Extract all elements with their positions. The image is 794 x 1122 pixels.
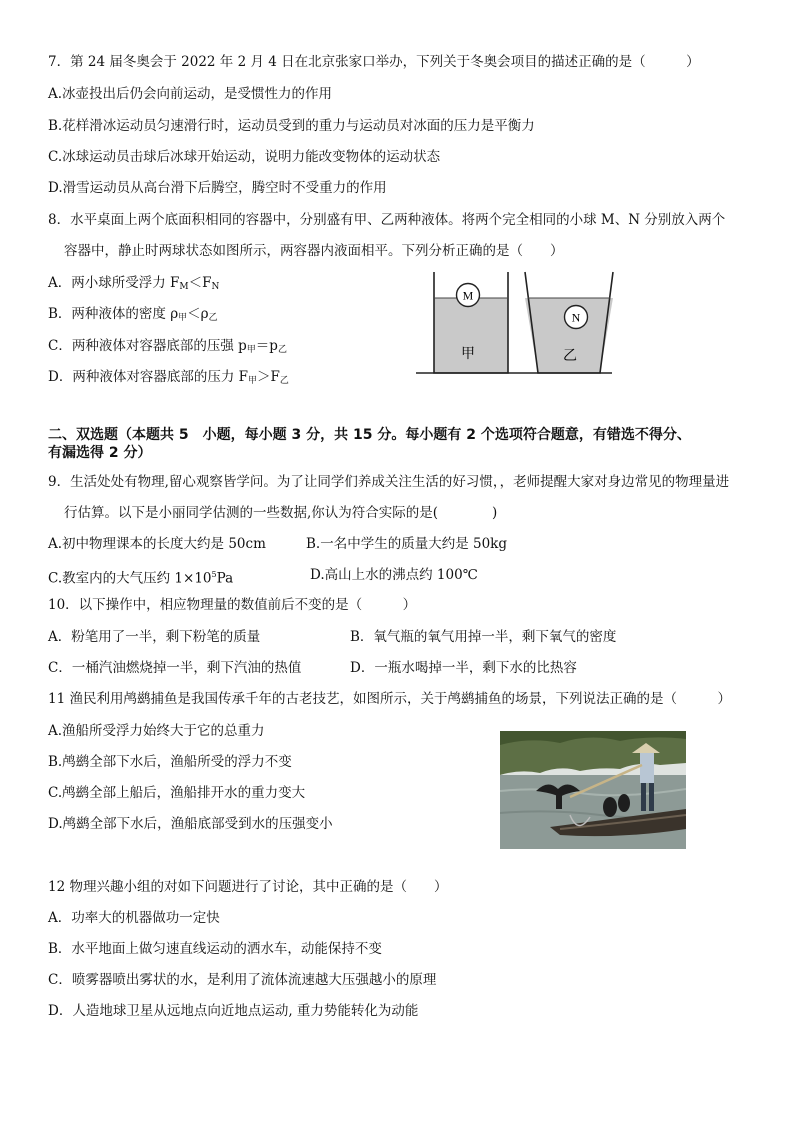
q8-option-d: D．两种液体对容器底部的压力 $F_甲>F_乙$	[48, 369, 289, 386]
q12-option-c: C．喷雾器喷出雾状的水，是利用了流体流速越大压强越小的原理	[48, 972, 437, 988]
q9-option-d: D.高山上水的沸点约 100℃	[310, 567, 478, 583]
q7-option-a: A.冰壶投出后仍会向前运动，是受惯性力的作用	[48, 86, 333, 102]
cormorant-fishing-photo	[500, 731, 686, 849]
q8-stem-line2: 容器中，静止时两球状态如图所示，两容器内液面相平。下列分析正确的是（ ）	[64, 243, 564, 259]
q9-option-a: A.初中物理课本的长度大约是 50cm	[48, 536, 266, 552]
liquid-jia-label: 甲	[461, 346, 475, 362]
q11-stem: 11 渔民利用鸬鹚捕鱼是我国传承千年的古老技艺，如图所示，关于鸬鹚捕鱼的场景，下列说法正确的是（ ）	[48, 691, 731, 707]
q12-option-d: D．人造地球卫星从远地点向近地点运动, 重力势能转化为动能	[48, 1003, 419, 1019]
q12-option-b: B．水平地面上做匀速直线运动的洒水车，动能保持不变	[48, 941, 382, 957]
q8-stem-line1: 8．水平桌面上两个底面积相同的容器中，分别盛有甲、乙两种液体。将两个完全相同的小球 M、N 分别放入两个	[48, 212, 726, 228]
q7-option-c: C.冰球运动员击球后冰球开始运动，说明力能改变物体的运动状态	[48, 149, 441, 165]
liquid-yi-label: 乙	[563, 348, 577, 364]
q9-stem-line1: 9．生活处处有物理,留心观察皆学问。为了让同学们养成关注生活的好习惯，，老师提醒大家对身边常见的物理量进	[48, 474, 730, 490]
q11-option-d: D.鸬鹚全部下水后，渔船底部受到水的压强变小	[48, 816, 333, 832]
q10-option-d: D．一瓶水喝掉一半，剩下水的比热容	[350, 660, 577, 676]
q11-option-b: B.鸬鹚全部下水后，渔船所受的浮力不变	[48, 754, 292, 770]
q11-option-a: A.渔船所受浮力始终大于它的总重力	[48, 723, 265, 739]
q10-option-a: A．粉笔用了一半，剩下粉笔的质量	[48, 629, 261, 645]
q8-containers-figure	[412, 268, 617, 380]
q12-stem: 12 物理兴趣小组的对如下问题进行了讨论，其中正确的是（ ）	[48, 879, 448, 895]
q11-option-c: C.鸬鹚全部上船后，渔船排开水的重力变大	[48, 785, 306, 801]
section2-header-line1: 二、双选题（本题共 5 小题，每小题 3 分，共 15 分。每小题有 2 个选项符合题意，有错选不得分、	[48, 427, 691, 443]
ball-n-label: N	[571, 310, 581, 325]
section2-header-line2: 有漏选得 2 分）	[48, 445, 152, 461]
q9-option-c: C.教室内的大气压约 $1\times 10^5Pa$	[48, 570, 234, 587]
q7-option-d: D.滑雪运动员从高台滑下后腾空，腾空时不受重力的作用	[48, 180, 387, 196]
q9-option-b: B.一名中学生的质量大约是 50kg	[306, 536, 508, 552]
q8-option-a: A．两小球所受浮力 $F_M<F_N$	[48, 275, 220, 292]
q7-option-b: B.花样滑冰运动员匀速滑行时，运动员受到的重力与运动员对冰面的压力是平衡力	[48, 118, 535, 134]
q7-stem: 7．第 24 届冬奥会于 2022 年 2 月 4 日在北京张家口举办，下列关于冬奥会项目的描述正确的是（ ）	[48, 54, 700, 70]
q10-option-c: C．一桶汽油燃烧掉一半，剩下汽油的热值	[48, 660, 302, 676]
q8-option-b: B．两种液体的密度 $\rho_甲<\rho_乙$	[48, 306, 218, 323]
q9-stem-line2: 行估算。以下是小丽同学估测的一些数据,你认为符合实际的是( )	[64, 505, 498, 521]
q8-option-c: C．两种液体对容器底部的压强 $p_甲=p_乙$	[48, 338, 287, 355]
ball-m-label: M	[462, 288, 474, 303]
q10-stem: 10．以下操作中，相应物理量的数值前后不变的是（ ）	[48, 597, 417, 613]
q10-option-b: B．氧气瓶的氧气用掉一半，剩下氧气的密度	[350, 629, 617, 645]
q12-option-a: A．功率大的机器做功一定快	[48, 910, 220, 926]
